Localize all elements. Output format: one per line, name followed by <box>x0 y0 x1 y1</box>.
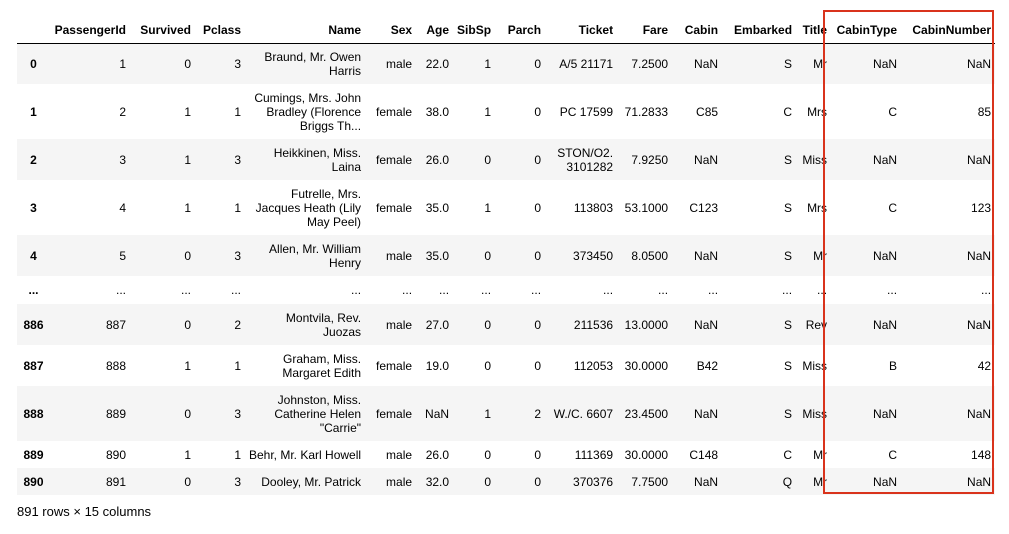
cell-cabinnumber: 85 <box>977 104 992 119</box>
cell-pclass: 3 <box>234 474 241 489</box>
cell-fare: 30.0000 <box>624 358 669 373</box>
cell-title: ... <box>817 283 828 297</box>
cell-sex: female <box>376 152 413 167</box>
cell-title: Mr <box>813 474 828 489</box>
cell-passengerid: 887 <box>105 317 126 332</box>
cell-cabin: NaN <box>694 406 719 421</box>
cell-survived: 0 <box>184 317 191 332</box>
cell-pclass: 1 <box>234 104 241 119</box>
table-row <box>17 345 995 386</box>
cell-sibsp: 1 <box>484 200 492 215</box>
cell-embarked: S <box>784 56 793 71</box>
cell-fare: 8.0500 <box>631 248 669 263</box>
row-index: 890 <box>23 474 44 489</box>
row-index: 888 <box>23 406 44 421</box>
cell-name: Graham, Miss. Margaret Edith <box>282 351 362 380</box>
cell-pclass: 3 <box>234 56 241 71</box>
cell-parch: 0 <box>534 104 542 119</box>
header-survived: Survived <box>130 17 195 43</box>
cell-fare: 71.2833 <box>624 104 669 119</box>
cell-embarked: ... <box>782 283 793 297</box>
cell-name: Heikkinen, Miss. Laina <box>273 145 362 174</box>
index-header <box>17 17 50 43</box>
cell-passengerid: 890 <box>105 447 126 462</box>
cell-embarked: C <box>783 104 793 119</box>
cell-cabin: C123 <box>689 200 719 215</box>
cell-sex: male <box>386 447 413 462</box>
cell-cabintype: NaN <box>873 152 898 167</box>
row-index: 2 <box>30 152 37 167</box>
cell-sibsp: 0 <box>484 358 492 373</box>
cell-sex: male <box>386 317 413 332</box>
cell-age: 26.0 <box>425 447 450 462</box>
cell-sex: female <box>376 200 413 215</box>
cell-cabintype: C <box>888 447 898 462</box>
cell-cabintype: C <box>888 104 898 119</box>
cell-pclass: 3 <box>234 406 241 421</box>
row-index: 3 <box>30 200 37 215</box>
cell-embarked: S <box>784 248 793 263</box>
cell-pclass: 3 <box>234 248 241 263</box>
row-index: 889 <box>23 447 44 462</box>
cell-cabin: C148 <box>689 447 719 462</box>
cell-survived: 1 <box>184 447 191 462</box>
cell-survived: 0 <box>184 474 191 489</box>
cell-name: ... <box>351 283 362 297</box>
cell-cabinnumber: NaN <box>967 406 992 421</box>
cell-name: Cumings, Mrs. John Bradley (Florence Briggs Th... <box>254 90 362 133</box>
cell-embarked: S <box>784 406 793 421</box>
table-row-ellipsis <box>17 276 995 304</box>
cell-cabin: NaN <box>694 152 719 167</box>
cell-cabintype: NaN <box>873 406 898 421</box>
cell-pclass: 1 <box>234 447 241 462</box>
cell-title: Mr <box>813 248 828 263</box>
cell-age: ... <box>439 283 450 297</box>
cell-parch: 0 <box>534 317 542 332</box>
cell-age: 32.0 <box>425 474 450 489</box>
cell-title: Mrs <box>807 200 828 215</box>
cell-cabin: NaN <box>694 317 719 332</box>
cell-parch: 0 <box>534 56 542 71</box>
cell-parch: ... <box>531 283 542 297</box>
cell-title: Miss <box>802 406 828 421</box>
cell-fare: 23.4500 <box>624 406 669 421</box>
cell-parch: 0 <box>534 152 542 167</box>
table-body <box>17 43 995 495</box>
cell-survived: 0 <box>184 248 191 263</box>
table-header <box>17 17 995 43</box>
cell-passengerid: 889 <box>105 406 126 421</box>
cell-passengerid: 4 <box>119 200 126 215</box>
cell-ticket: A/5 21171 <box>559 56 614 71</box>
dataframe-shape-caption: 891 rows × 15 columns <box>17 504 152 519</box>
cell-embarked: S <box>784 317 793 332</box>
cell-pclass: 2 <box>234 317 241 332</box>
cell-pclass: 1 <box>234 200 241 215</box>
cell-cabinnumber: NaN <box>967 317 992 332</box>
cell-name: Behr, Mr. Karl Howell <box>249 447 362 462</box>
cell-title: Rev <box>805 317 828 332</box>
cell-cabinnumber: ... <box>981 283 992 297</box>
cell-fare: 7.7500 <box>631 474 669 489</box>
cell-sex: male <box>386 248 413 263</box>
row-index: 1 <box>30 104 37 119</box>
cell-name: Braund, Mr. Owen Harris <box>264 49 362 78</box>
cell-passengerid: 2 <box>119 104 126 119</box>
header-cabintype: CabinType <box>831 17 901 43</box>
header-name: Name <box>245 17 365 43</box>
cell-fare: 13.0000 <box>624 317 669 332</box>
cell-age: 26.0 <box>425 152 450 167</box>
cell-passengerid: 1 <box>119 56 126 71</box>
cell-cabinnumber: NaN <box>967 474 992 489</box>
cell-title: Miss <box>802 358 828 373</box>
header-embarked: Embarked <box>722 17 796 43</box>
row-index: 0 <box>30 56 37 71</box>
cell-ticket: 370376 <box>573 474 614 489</box>
row-index: 887 <box>23 358 44 373</box>
cell-passengerid: 3 <box>119 152 126 167</box>
cell-ticket: 211536 <box>573 317 614 332</box>
cell-cabin: NaN <box>694 474 719 489</box>
table-row <box>17 139 995 180</box>
cell-embarked: S <box>784 200 793 215</box>
header-cabinnumber: CabinNumber <box>901 17 995 43</box>
cell-cabintype: ... <box>887 283 898 297</box>
cell-sibsp: 0 <box>484 317 492 332</box>
cell-name: Futrelle, Mrs. Jacques Heath (Lily May Peel) <box>255 186 362 229</box>
cell-embarked: S <box>784 152 793 167</box>
cell-cabinnumber: 123 <box>971 200 992 215</box>
cell-cabin: C85 <box>696 104 719 119</box>
cell-sibsp: 0 <box>484 447 492 462</box>
cell-ticket: ... <box>603 283 614 297</box>
cell-age: 35.0 <box>425 248 450 263</box>
cell-fare: ... <box>658 283 669 297</box>
cell-passengerid: 891 <box>105 474 126 489</box>
cell-title: Mrs <box>807 104 828 119</box>
cell-sibsp: 1 <box>484 56 492 71</box>
header-cabin: Cabin <box>672 17 722 43</box>
row-index: ... <box>28 283 39 297</box>
cell-ticket: 112053 <box>573 358 614 373</box>
table-row <box>17 43 995 84</box>
cell-passengerid: ... <box>115 283 126 297</box>
header-ticket: Ticket <box>545 17 617 43</box>
cell-sex: female <box>376 406 413 421</box>
cell-fare: 7.2500 <box>631 56 669 71</box>
cell-sibsp: 1 <box>484 104 492 119</box>
cell-cabinnumber: NaN <box>967 56 992 71</box>
cell-parch: 2 <box>534 406 542 421</box>
cell-passengerid: 888 <box>105 358 126 373</box>
table-row <box>17 304 995 345</box>
cell-cabinnumber: 42 <box>977 358 992 373</box>
cell-cabintype: NaN <box>873 317 898 332</box>
row-index: 4 <box>30 248 37 263</box>
cell-cabinnumber: 148 <box>971 447 992 462</box>
cell-ticket: PC 17599 <box>559 104 614 119</box>
cell-name: Johnston, Miss. Catherine Helen "Carrie" <box>274 392 362 435</box>
cell-parch: 0 <box>534 358 542 373</box>
cell-sibsp: ... <box>481 283 492 297</box>
header-age: Age <box>416 17 453 43</box>
table-row <box>17 84 995 139</box>
cell-embarked: Q <box>782 474 793 489</box>
dataframe-table <box>17 17 995 495</box>
table-row <box>17 386 995 441</box>
cell-sex: female <box>376 104 413 119</box>
header-row <box>17 17 995 43</box>
cell-survived: 1 <box>184 104 191 119</box>
cell-sibsp: 0 <box>484 474 492 489</box>
cell-parch: 0 <box>534 474 542 489</box>
table-row <box>17 441 995 468</box>
cell-ticket: 373450 <box>573 248 614 263</box>
cell-sibsp: 0 <box>484 152 492 167</box>
cell-parch: 0 <box>534 447 542 462</box>
cell-cabintype: NaN <box>873 56 898 71</box>
header-parch: Parch <box>495 17 545 43</box>
cell-cabintype: B <box>889 358 898 373</box>
cell-fare: 7.9250 <box>631 152 669 167</box>
cell-sex: ... <box>402 283 413 297</box>
cell-survived: 0 <box>184 56 191 71</box>
cell-cabinnumber: NaN <box>967 248 992 263</box>
cell-passengerid: 5 <box>119 248 126 263</box>
cell-age: 22.0 <box>425 56 450 71</box>
cell-ticket: STON/O2. 3101282 <box>557 145 614 174</box>
table-row <box>17 235 995 276</box>
cell-cabintype: C <box>888 200 898 215</box>
cell-sibsp: 0 <box>484 248 492 263</box>
cell-ticket: W./C. 6607 <box>553 406 614 421</box>
cell-age: NaN <box>425 406 450 421</box>
cell-sibsp: 1 <box>484 406 492 421</box>
cell-cabin: NaN <box>694 56 719 71</box>
cell-cabin: ... <box>708 283 719 297</box>
cell-survived: 1 <box>184 358 191 373</box>
cell-name: Dooley, Mr. Patrick <box>261 474 362 489</box>
cell-name: Allen, Mr. William Henry <box>269 241 362 270</box>
cell-cabin: B42 <box>696 358 719 373</box>
cell-age: 19.0 <box>425 358 450 373</box>
cell-sex: female <box>376 358 413 373</box>
table-row <box>17 468 995 495</box>
cell-name: Montvila, Rev. Juozas <box>285 310 362 339</box>
header-fare: Fare <box>617 17 672 43</box>
cell-survived: 0 <box>184 406 191 421</box>
cell-title: Mr <box>813 447 828 462</box>
header-sibsp: SibSp <box>453 17 495 43</box>
header-passengerid: PassengerId <box>50 17 130 43</box>
cell-cabinnumber: NaN <box>967 152 992 167</box>
cell-fare: 53.1000 <box>624 200 669 215</box>
cell-cabin: NaN <box>694 248 719 263</box>
cell-sex: male <box>386 56 413 71</box>
header-pclass: Pclass <box>195 17 245 43</box>
cell-age: 27.0 <box>425 317 450 332</box>
cell-title: Miss <box>802 152 828 167</box>
cell-title: Mr <box>813 56 828 71</box>
cell-embarked: S <box>784 358 793 373</box>
cell-cabintype: NaN <box>873 248 898 263</box>
cell-age: 38.0 <box>425 104 450 119</box>
cell-survived: 1 <box>184 152 191 167</box>
cell-embarked: C <box>783 447 793 462</box>
cell-pclass: ... <box>230 283 241 297</box>
cell-pclass: 1 <box>234 358 241 373</box>
table-row <box>17 180 995 235</box>
cell-cabintype: NaN <box>873 474 898 489</box>
cell-parch: 0 <box>534 200 542 215</box>
cell-fare: 30.0000 <box>624 447 669 462</box>
cell-age: 35.0 <box>425 200 450 215</box>
cell-parch: 0 <box>534 248 542 263</box>
cell-ticket: 111369 <box>574 447 614 462</box>
cell-survived: ... <box>180 283 191 297</box>
row-index: 886 <box>23 317 44 332</box>
header-title: Title <box>796 17 831 43</box>
header-sex: Sex <box>365 17 416 43</box>
cell-pclass: 3 <box>234 152 241 167</box>
cell-survived: 1 <box>184 200 191 215</box>
cell-ticket: 113803 <box>573 200 614 215</box>
cell-sex: male <box>386 474 413 489</box>
